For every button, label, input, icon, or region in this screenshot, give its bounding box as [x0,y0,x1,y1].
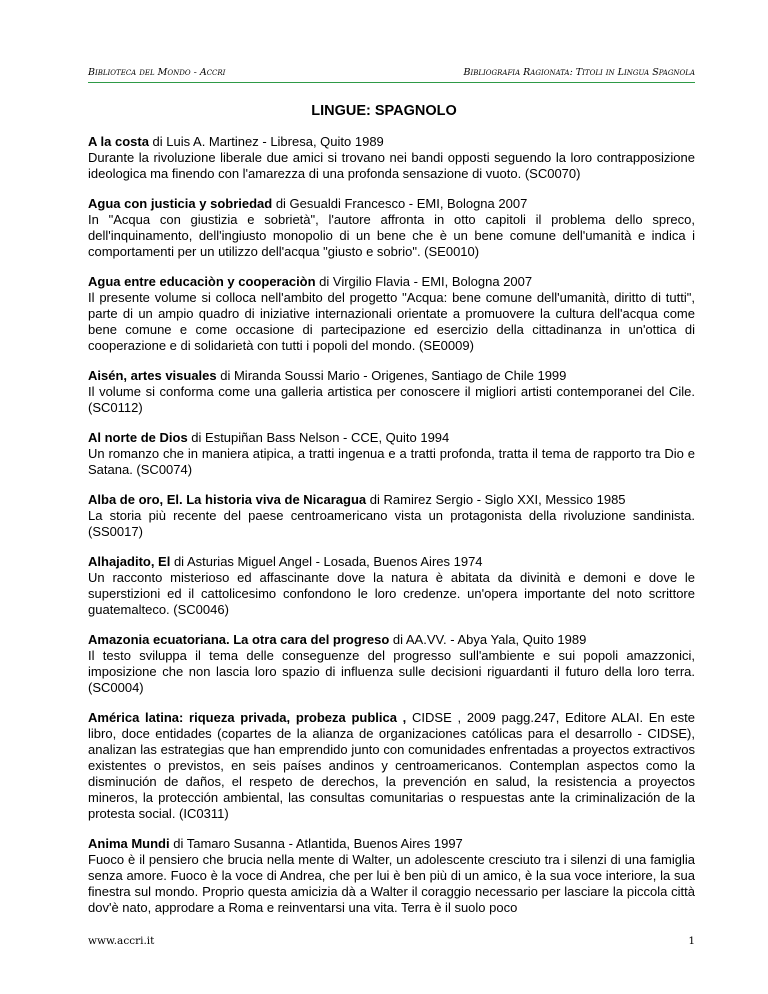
entry-description: Un romanzo che in maniera atipica, a tratti ingenua e a tratti profonda, tratta il tema de rapporto tra Dio e Satana. (SC0074) [88,446,695,477]
entry [88,710,695,822]
entry-title: Agua entre educaciòn y cooperaciòn [88,274,316,289]
header-left: Biblioteca del Mondo - Accri [88,67,226,78]
entry-description: In "Acqua con giustizia e sobrietà", l'autore affronta in otto capitoli il problema dello spreco, dell'inquinamento, dell'ingiusto monopolio di un bene che è un bene comune dell'umanità e indica i comportamenti per un utilizzo dell'acqua "giusto e sobrio". (SE0010) [88,212,695,259]
entry-description: Il presente volume si colloca nell'ambito del progetto "Acqua: bene comune dell'umanità, diritto di tutti", parte di un ampio quadro di iniziative internazionali orientate a promuovere la cultura dell'acqua come bene comune e come occasione di partecipazione ed esercizio della cittadinanza in un'ottica di cooperazione e di solidarietà con tutti i popoli del mondo. (SE0009) [88,290,695,353]
entry-meta: di Miranda Soussi Mario - Origenes, Santiago de Chile 1999 [216,368,567,383]
entry-description: La storia più recente del paese centroamericano vista un protagonista della rivoluzione sandinista. (SS0017) [88,508,695,539]
header-right: Bibliografia Ragionata: Titoli in Lingua Spagnola [463,67,695,78]
page-number: 1 [688,935,695,947]
entry [88,554,695,618]
entry-description: En este libro, doce entidades (copartes de la alianza de organizaciones católicas para el desarrollo - CIDSE), analizan las estrategias que han emprendido junto con comunidades enfrentadas a proyectos extractivos existentes o previstos, en seis países andinos y centroamericanos. Contemplan aspectos como la disminución de daños, el respeto de derechos, la prevención en salud, la resistencia a proyectos mineros, la protección ambiental, las consultas comunitarias o respuestas ante la criminalización de la protesta social. (IC0311) [88,710,695,821]
entry [88,430,695,478]
entry-description: Durante la rivoluzione liberale due amici si trovano nei bandi opposti seguendo la loro contrapposizione ideologica ma finendo con l'amarezza di una profonda sensazione di vuoto. (SC0070) [88,150,695,181]
entry-meta: di Estupiñan Bass Nelson - CCE, Quito 1994 [187,430,450,445]
entry-description: Un racconto misterioso ed affascinante dove la natura è abitata da divinità e demoni e dove le superstizioni ed il cattolicesimo confondono le loro credenze. un'opera importante del noto scrittore guatemalteco. (SC0046) [88,570,695,617]
entry-list [88,134,695,930]
footer-url: www.accri.it [88,935,155,947]
entry-title: Al norte de Dios [88,430,188,445]
entry-meta: di AA.VV. - Abya Yala, Quito 1989 [389,632,587,647]
entry-title: Alhajadito, El [88,554,171,569]
entry [88,134,695,182]
entry [88,368,695,416]
entry-description: Il volume si conforma come una galleria artistica per conoscere il migliori artisti contemporanei del Cile. (SC0112) [88,384,695,415]
entry-meta: CIDSE , 2009 pagg.247, Editore ALAI. [406,710,644,725]
entry-title: Agua con justicia y sobriedad [88,196,273,211]
running-header [88,64,695,83]
entry-meta: di Asturias Miguel Angel - Losada, Buenos Aires 1974 [170,554,483,569]
entry-title: A la costa [88,134,149,149]
entry [88,196,695,260]
entry-meta: di Luis A. Martinez - Libresa, Quito 1989 [148,134,384,149]
entry-title: Amazonia ecuatoriana. La otra cara del progreso [88,632,390,647]
entry-meta: di Gesualdi Francesco - EMI, Bologna 2007 [272,196,528,211]
entry [88,836,695,916]
entry-title: Aisén, artes visuales [88,368,217,383]
entry [88,492,695,540]
entry [88,632,695,696]
entry-meta: di Tamaro Susanna - Atlantida, Buenos Aires 1997 [169,836,463,851]
entry-title: América latina: riqueza privada, probeza publica , [88,710,407,725]
entry-meta: di Virgilio Flavia - EMI, Bologna 2007 [315,274,533,289]
entry-description: Il testo sviluppa il tema delle conseguenze del progresso sull'ambiente e sui popoli amazzonici, imposizione che non lascia loro spazio di influenza sulle decisioni riguardanti il futuro della loro terra. (SC0004) [88,648,695,695]
entry [88,274,695,354]
entry-meta: di Ramirez Sergio - Siglo XXI, Messico 1985 [366,492,626,507]
page-title: LINGUE: SPAGNOLO [311,103,457,119]
entry-description: Fuoco è il pensiero che brucia nella mente di Walter, un adolescente cresciuto tra i silenzi di una famiglia senza amore. Fuoco è la voce di Andrea, che per lui è ben più di un amico, è la sua voce interiore, la sua finestra sul mondo. Proprio questa amicizia dà a Walter il coraggio necessario per lasciare la piccola città dov'è nato, approdare a Roma e reinventarsi una vita. Terra è il suolo poco [88,852,695,915]
entry-title: Alba de oro, El. La historia viva de Nicaragua [88,492,367,507]
entry-title: Anima Mundi [88,836,170,851]
